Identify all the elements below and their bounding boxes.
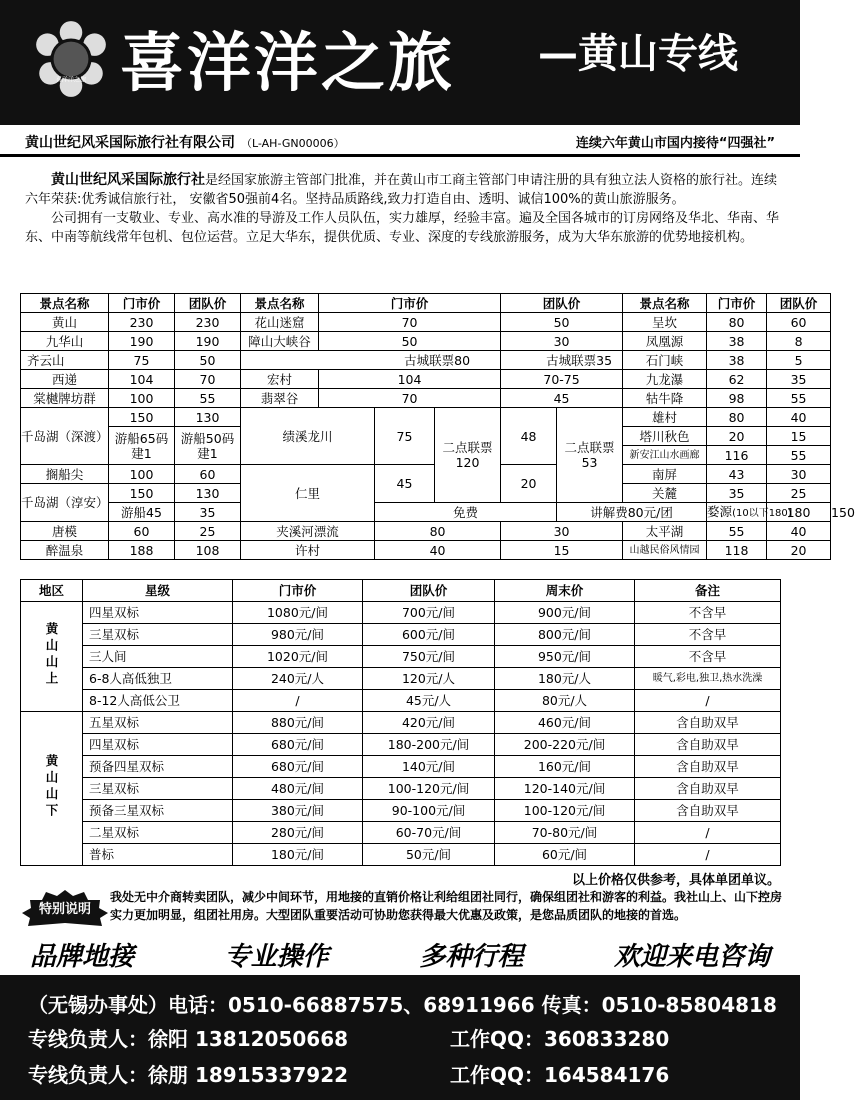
col-header: 团队价: [363, 580, 495, 602]
cell: 120元/人: [363, 668, 495, 690]
table-row: [21, 541, 831, 560]
cell: 5: [767, 351, 831, 370]
intro-text: [25, 171, 780, 247]
cell: 30: [501, 522, 623, 541]
cell: 980元/间: [233, 624, 363, 646]
table-row: [21, 332, 831, 351]
area-label: 黄山山上: [44, 622, 59, 688]
cell: 45: [501, 389, 623, 408]
table-row: [21, 313, 831, 332]
table-row: [21, 465, 831, 484]
special-note-label: 特别说明: [38, 902, 92, 917]
contact-footer: [0, 975, 800, 1100]
special-note-text: 我处无中介商转卖团队，减少中间环节，用地接的直销价格让利给组团社同行，确保组团社和游客的利益。我社山上、山下控房实力更加明显，组团社用房。大型团队重要活动可协助您获得最大优惠及政策，是您品质团队的地接的首选。: [110, 890, 783, 922]
cell: 55: [767, 446, 831, 465]
col-header: 门市价: [319, 294, 501, 313]
cell: 180: [767, 503, 831, 522]
logo-text: 喜洋洋之旅: [55, 76, 87, 84]
page-subtitle: —黄山专线: [538, 31, 738, 77]
cell: 8-12人高低公卫: [83, 690, 233, 712]
slogan: 欢迎来电咨询: [613, 942, 770, 972]
cell: 许村: [241, 541, 375, 560]
cell: 古城联票80: [241, 351, 501, 370]
company-name: 黄山世纪风采国际旅行社有限公司: [25, 135, 235, 151]
cell: 20: [707, 427, 767, 446]
cell: 104: [319, 370, 501, 389]
cell: 45元/人: [363, 690, 495, 712]
cell: 婺源: [707, 503, 733, 519]
cell: 200-220元/间: [495, 734, 635, 756]
table-row: [21, 800, 781, 822]
cell: 不含早: [635, 602, 781, 624]
cell: 62: [707, 370, 767, 389]
cell: /: [635, 844, 781, 866]
cell: 98: [707, 389, 767, 408]
cell: 普标: [83, 844, 233, 866]
cell: 呈坎: [623, 313, 707, 332]
cell: 千岛湖（淳安）: [21, 484, 109, 522]
cell: 35: [175, 503, 241, 522]
cell: 116: [707, 446, 767, 465]
manager-1: 专线负责人：徐阳 13812050668: [28, 1027, 349, 1051]
cell: 五星双标: [83, 712, 233, 734]
cell: 50元/间: [363, 844, 495, 866]
license-number: （L-AH-GN00006）: [241, 137, 345, 150]
cell-note: (10以下180): [732, 507, 792, 519]
cell: 43: [707, 465, 767, 484]
cell: 130: [175, 408, 241, 427]
col-header: 门市价: [109, 294, 175, 313]
cell: 三星双标: [83, 778, 233, 800]
col-header: 门市价: [707, 294, 767, 313]
cell: 太平湖: [623, 522, 707, 541]
cell: 70: [319, 389, 501, 408]
header-banner: [0, 0, 800, 125]
cell: 60-70元/间: [363, 822, 495, 844]
cell: 75: [109, 351, 175, 370]
cell: 160元/间: [495, 756, 635, 778]
cell: 35: [767, 370, 831, 389]
cell: /: [233, 690, 363, 712]
cell: 140元/间: [363, 756, 495, 778]
cell: 45: [375, 465, 435, 503]
cell: 唐模: [21, 522, 109, 541]
cell: 150: [109, 408, 175, 427]
cell: 预备四星双标: [83, 756, 233, 778]
cell: 180元/人: [495, 668, 635, 690]
cell: 25: [767, 484, 831, 503]
cell: 800元/间: [495, 624, 635, 646]
qq-2: 工作QQ：164584176: [450, 1063, 670, 1087]
cell: 含自助双早: [635, 778, 781, 800]
cell: 80: [707, 313, 767, 332]
cell: 游船45: [109, 503, 175, 522]
cell: 70: [319, 313, 501, 332]
cell: 塔川秋色: [623, 427, 707, 446]
table-header: [21, 294, 831, 313]
cell: 九华山: [21, 332, 109, 351]
table-row: [21, 712, 781, 734]
col-header: 景点名称: [21, 294, 109, 313]
cell: 15: [767, 427, 831, 446]
cell: 山越民俗风情园: [623, 541, 707, 560]
cell: 8: [767, 332, 831, 351]
cell: 104: [109, 370, 175, 389]
cell: 460元/间: [495, 712, 635, 734]
special-note-badge: [20, 889, 110, 927]
col-header: 团队价: [501, 294, 623, 313]
cell: 15: [501, 541, 623, 560]
table-row: [21, 844, 781, 866]
col-header: 备注: [635, 580, 781, 602]
table-header: [21, 580, 781, 602]
cell: 绩溪龙川: [241, 408, 375, 465]
cell: 含自助双早: [635, 756, 781, 778]
cell: 1020元/间: [233, 646, 363, 668]
cell: 80元/人: [495, 690, 635, 712]
slogan: 多种行程: [419, 942, 524, 972]
cell: 480元/间: [233, 778, 363, 800]
cell: 花山迷窟: [241, 313, 319, 332]
hotel-price-table: [20, 579, 781, 866]
cell: 190: [175, 332, 241, 351]
cell: 暖气,彩电,独卫,热水洗澡: [635, 668, 781, 690]
table-row: [21, 522, 831, 541]
cell: 950元/间: [495, 646, 635, 668]
cell: 凤凰源: [623, 332, 707, 351]
cell: 60: [109, 522, 175, 541]
manager-2: 专线负责人：徐朋 18915337922: [28, 1063, 349, 1087]
col-header: 门市价: [233, 580, 363, 602]
cell: 90-100元/间: [363, 800, 495, 822]
cell: 讲解费80元/团: [557, 503, 707, 522]
cell: 醉温泉: [21, 541, 109, 560]
cell: 25: [175, 522, 241, 541]
cell: 900元/间: [495, 602, 635, 624]
cell: 游船65码建1: [109, 427, 175, 465]
cell: 680元/间: [233, 734, 363, 756]
cell: 180元/间: [233, 844, 363, 866]
cell: 55: [707, 522, 767, 541]
cell: 750元/间: [363, 646, 495, 668]
cell: 700元/间: [363, 602, 495, 624]
cell: 280元/间: [233, 822, 363, 844]
table-row: [21, 351, 831, 370]
cell: 1080元/间: [233, 602, 363, 624]
cell: 100: [109, 465, 175, 484]
table-row: [21, 756, 781, 778]
cell: 不含早: [635, 646, 781, 668]
cell: 70: [175, 370, 241, 389]
col-header: 周末价: [495, 580, 635, 602]
cell: 180-200元/间: [363, 734, 495, 756]
cell: 千岛湖（深渡）: [21, 408, 109, 465]
area-label: 黄山山下: [44, 754, 59, 820]
table-row: [21, 602, 781, 624]
cell: 600元/间: [363, 624, 495, 646]
cell: 古城联票35: [501, 351, 623, 370]
cell: 棠樾牌坊群: [21, 389, 109, 408]
cell: 二点联票53: [557, 408, 623, 503]
cell: 40: [375, 541, 501, 560]
col-header: 景点名称: [623, 294, 707, 313]
slogan: 专业操作: [224, 942, 329, 972]
cell: 南屏: [623, 465, 707, 484]
table-row: [21, 408, 831, 427]
cell: 50: [501, 313, 623, 332]
cell: 雄村: [623, 408, 707, 427]
table-row: [21, 370, 831, 389]
cell: 翡翠谷: [241, 389, 319, 408]
cell: 新安江山水画廊: [623, 446, 707, 465]
cell: 30: [501, 332, 623, 351]
cell: 240元/人: [233, 668, 363, 690]
cell: 118: [707, 541, 767, 560]
page-title: 喜洋洋之旅: [120, 26, 455, 101]
col-header: 团队价: [767, 294, 831, 313]
cell: 免费: [375, 503, 557, 522]
qq-1: 工作QQ：360833280: [450, 1027, 670, 1051]
cell: 70-80元/间: [495, 822, 635, 844]
cell: 预备三星双标: [83, 800, 233, 822]
cell: 230: [109, 313, 175, 332]
cell: 60: [767, 313, 831, 332]
table-row: [21, 668, 781, 690]
cell: 夹溪河漂流: [241, 522, 375, 541]
cell: 230: [175, 313, 241, 332]
table-row: [21, 646, 781, 668]
cell: 55: [767, 389, 831, 408]
cell: 游船50码建1: [175, 427, 241, 465]
cell: 38: [707, 332, 767, 351]
cell: 6-8人高低独卫: [83, 668, 233, 690]
cell: 48: [501, 408, 557, 465]
cell: 120-140元/间: [495, 778, 635, 800]
cell: 108: [175, 541, 241, 560]
cell: 130: [175, 484, 241, 503]
price-reference-note: 以上价格仅供参考，具体单团单议。: [571, 873, 780, 888]
table-row: [21, 624, 781, 646]
cell: 75: [375, 408, 435, 465]
table-row: 游船45 35 免费 讲解费80元/团 婺源(10以下180) 180 150: [21, 503, 831, 522]
intro-paragraph-2: 公司拥有一支敬业、专业、高水准的导游及工作人员队伍，实力雄厚，经验丰富。遍及全国各城市的订房网络及华北、华南、华东、中南等航线常年包机、包位运营。立足大华东，提供优质、专业、深度的专线旅游服务，成为大华东旅游的优势地接机构。: [25, 211, 780, 245]
cell: 不含早: [635, 624, 781, 646]
col-header: 团队价: [175, 294, 241, 313]
cell: 100-120元/间: [363, 778, 495, 800]
cell: 100: [109, 389, 175, 408]
intro-paragraph-1: 是经国家旅游主管部门批准，并在黄山市工商主管部门申请注册的具有独立法人资格的旅行社。连续六年荣获:优秀诚信旅行社， 安徽省50强前4名。坚持品质路线,致力打造自由、透明、诚信100%的黄山旅游服务。: [25, 173, 778, 207]
cell: 30: [767, 465, 831, 484]
cell: 障山大峡谷: [241, 332, 319, 351]
cell: 宏村: [241, 370, 319, 389]
cell: 二点联票120: [435, 408, 501, 503]
cell: 九龙瀑: [623, 370, 707, 389]
attraction-price-table: [20, 293, 855, 560]
cell: /: [635, 822, 781, 844]
company-bar: [0, 125, 800, 157]
table-row: [21, 734, 781, 756]
cell: 关麓: [623, 484, 707, 503]
cell: 70-75: [501, 370, 623, 389]
cell: 齐云山: [21, 351, 109, 370]
rank-badge: 连续六年黄山市国内接待“四强社”: [575, 136, 775, 151]
col-header: 星级: [83, 580, 233, 602]
cell: 黄山: [21, 313, 109, 332]
cell: 二星双标: [83, 822, 233, 844]
cell: 40: [767, 522, 831, 541]
cell: 20: [501, 465, 557, 503]
cell: 60: [175, 465, 241, 484]
cell: 50: [175, 351, 241, 370]
cell: 80: [375, 522, 501, 541]
table-row: [21, 690, 781, 712]
table-row: [21, 822, 781, 844]
cell: 20: [767, 541, 831, 560]
cell: 含自助双早: [635, 712, 781, 734]
table-row: [21, 389, 831, 408]
table-row: [21, 778, 781, 800]
cell: 188: [109, 541, 175, 560]
cell: 含自助双早: [635, 800, 781, 822]
flower-logo-icon: [30, 18, 112, 100]
cell: 三人间: [83, 646, 233, 668]
cell: 50: [319, 332, 501, 351]
intro-company: 黄山世纪风采国际旅行社: [51, 172, 205, 188]
cell: 仁里: [241, 465, 375, 522]
cell: 420元/间: [363, 712, 495, 734]
cell: 牯牛降: [623, 389, 707, 408]
cell: 西递: [21, 370, 109, 389]
cell: 四星双标: [83, 602, 233, 624]
cell: 40: [767, 408, 831, 427]
office-phone-fax: （无锡办事处）电话：0510-66887575、68911966 传真：0510-85804818: [28, 993, 777, 1017]
col-header: 地区: [21, 580, 83, 602]
cell: 880元/间: [233, 712, 363, 734]
cell: 60元/间: [495, 844, 635, 866]
cell: 80: [707, 408, 767, 427]
slogan: 品牌地接: [30, 942, 135, 972]
cell: 38: [707, 351, 767, 370]
cell: 150: [109, 484, 175, 503]
cell: 石门峡: [623, 351, 707, 370]
cell: 35: [707, 484, 767, 503]
cell: 含自助双早: [635, 734, 781, 756]
cell: 190: [109, 332, 175, 351]
cell: 搁船尖: [21, 465, 109, 484]
cell: 380元/间: [233, 800, 363, 822]
cell: /: [635, 690, 781, 712]
col-header: 景点名称: [241, 294, 319, 313]
cell: 100-120元/间: [495, 800, 635, 822]
cell: 680元/间: [233, 756, 363, 778]
cell: 四星双标: [83, 734, 233, 756]
slogan-bar: [20, 936, 780, 970]
cell: 三星双标: [83, 624, 233, 646]
cell: 55: [175, 389, 241, 408]
